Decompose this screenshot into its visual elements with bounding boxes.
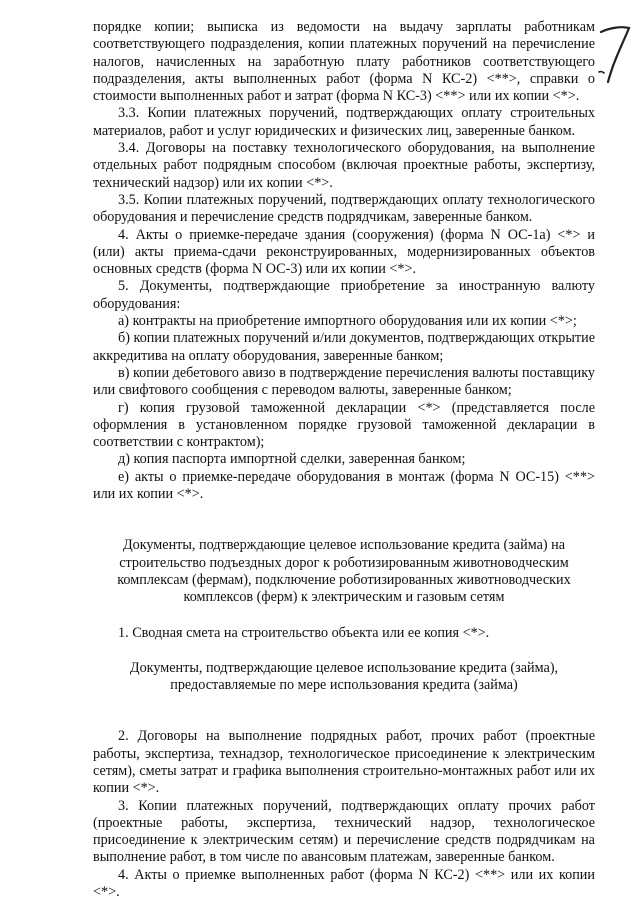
paragraph-4: 4. Акты о приемке-передаче здания (сооружения) (форма N ОС-1а) <*> и (или) акты приема-сдачи реконструированных, модернизированных объектов основных средств (форма N ОС-3) или их копии <*>. [93, 226, 595, 278]
paragraph-continuation: порядке копии; выписка из ведомости на выдачу зарплаты работникам соответствующего подразделения, копии платежных поручений на перечисление налогов, начисленных на заработную плату работников соответствующего подразделения, акты выполненных работ (форма N КС-2) <**>, справки о стоимости выполненных работ и затрат (форма N КС-3) <**> или их копии <*>. [93, 19, 595, 105]
paragraph-5-b: б) копии платежных поручений и/или документов, подтверждающих открытие аккредитива на оплату оборудования, заверенные банком; [93, 330, 595, 364]
paragraph-5: 5. Документы, подтверждающие приобретение за иностранную валюту оборудования: [93, 278, 595, 312]
paragraph-3-3: 3.3. Копии платежных поручений, подтверждающих оплату строительных материалов, работ и услуг юридических и физических лиц, заверенные банком. [93, 105, 595, 139]
paragraph-1-estimate: 1. Сводная смета на строительство объекта или ее копия <*>. [118, 624, 490, 641]
paragraph-5-a: а) контракты на приобретение импортного оборудования или их копии <*>; [118, 313, 577, 330]
section-heading-roads: Документы, подтверждающие целевое использование кредита (займа) на строительство подъездных дорог к роботизированным животноводческим комплексам (фермам), подключение роботизированных животноводческих комплексов (ферм) к электрическим и газовым сетям [117, 537, 571, 606]
paragraph-3-payments: 3. Копии платежных поручений, подтверждающих оплату прочих работ (проектные работы, экспертиза, технический надзор, технологическое присоединение к электрическим сетям) и перечисление средств подрядчикам на выполнение работ, в том числе по авансовым платежам, заверенные банком. [93, 797, 595, 866]
paragraph-5-v: в) копии дебетового авизо в подтверждение перечисления валюты поставщику или свифтового сообщения с переводом валюты, заверенные банком; [93, 364, 595, 399]
handwritten-seven-icon [595, 22, 635, 84]
section-heading-usage: Документы, подтверждающие целевое использование кредита (займа), предоставляемые по мере использования кредита (займа) [129, 659, 559, 694]
paragraph-3-4: 3.4. Договоры на поставку технологического оборудования, на выполнение отдельных работ подрядным способом (включая проектные работы, экспертизу, технический надзор) или их копии <*>. [93, 140, 595, 191]
paragraph-5-e: е) акты о приемке-передаче оборудования в монтаж (форма N ОС-15) <**> или их копии <*>. [93, 468, 595, 503]
paragraph-2-contracts: 2. Договоры на выполнение подрядных работ, прочих работ (проектные работы, экспертиза, технадзор, технологическое присоединение к электрическим сетям), сметы затрат и графика выполнения строительно-монтажных работ или их копии <*>. [93, 728, 595, 797]
handwritten-page-number [595, 22, 635, 84]
paragraph-5-d: д) копия паспорта импортной сделки, заверенная банком; [118, 451, 466, 468]
paragraph-5-g: г) копия грузовой таможенной декларации <*> (представляется после оформления в установленном порядке грузовой таможенной декларации в соответствии с контрактом); [93, 399, 595, 451]
paragraph-3-5: 3.5. Копии платежных поручений, подтверждающих оплату технологического оборудования и перечисление средств подрядчикам, заверенные банком. [93, 191, 595, 226]
document-page [93, 19, 595, 901]
paragraph-4-acts: 4. Акты о приемке выполненных работ (форма N КС-2) <**> или их копии <*>. [93, 866, 595, 901]
